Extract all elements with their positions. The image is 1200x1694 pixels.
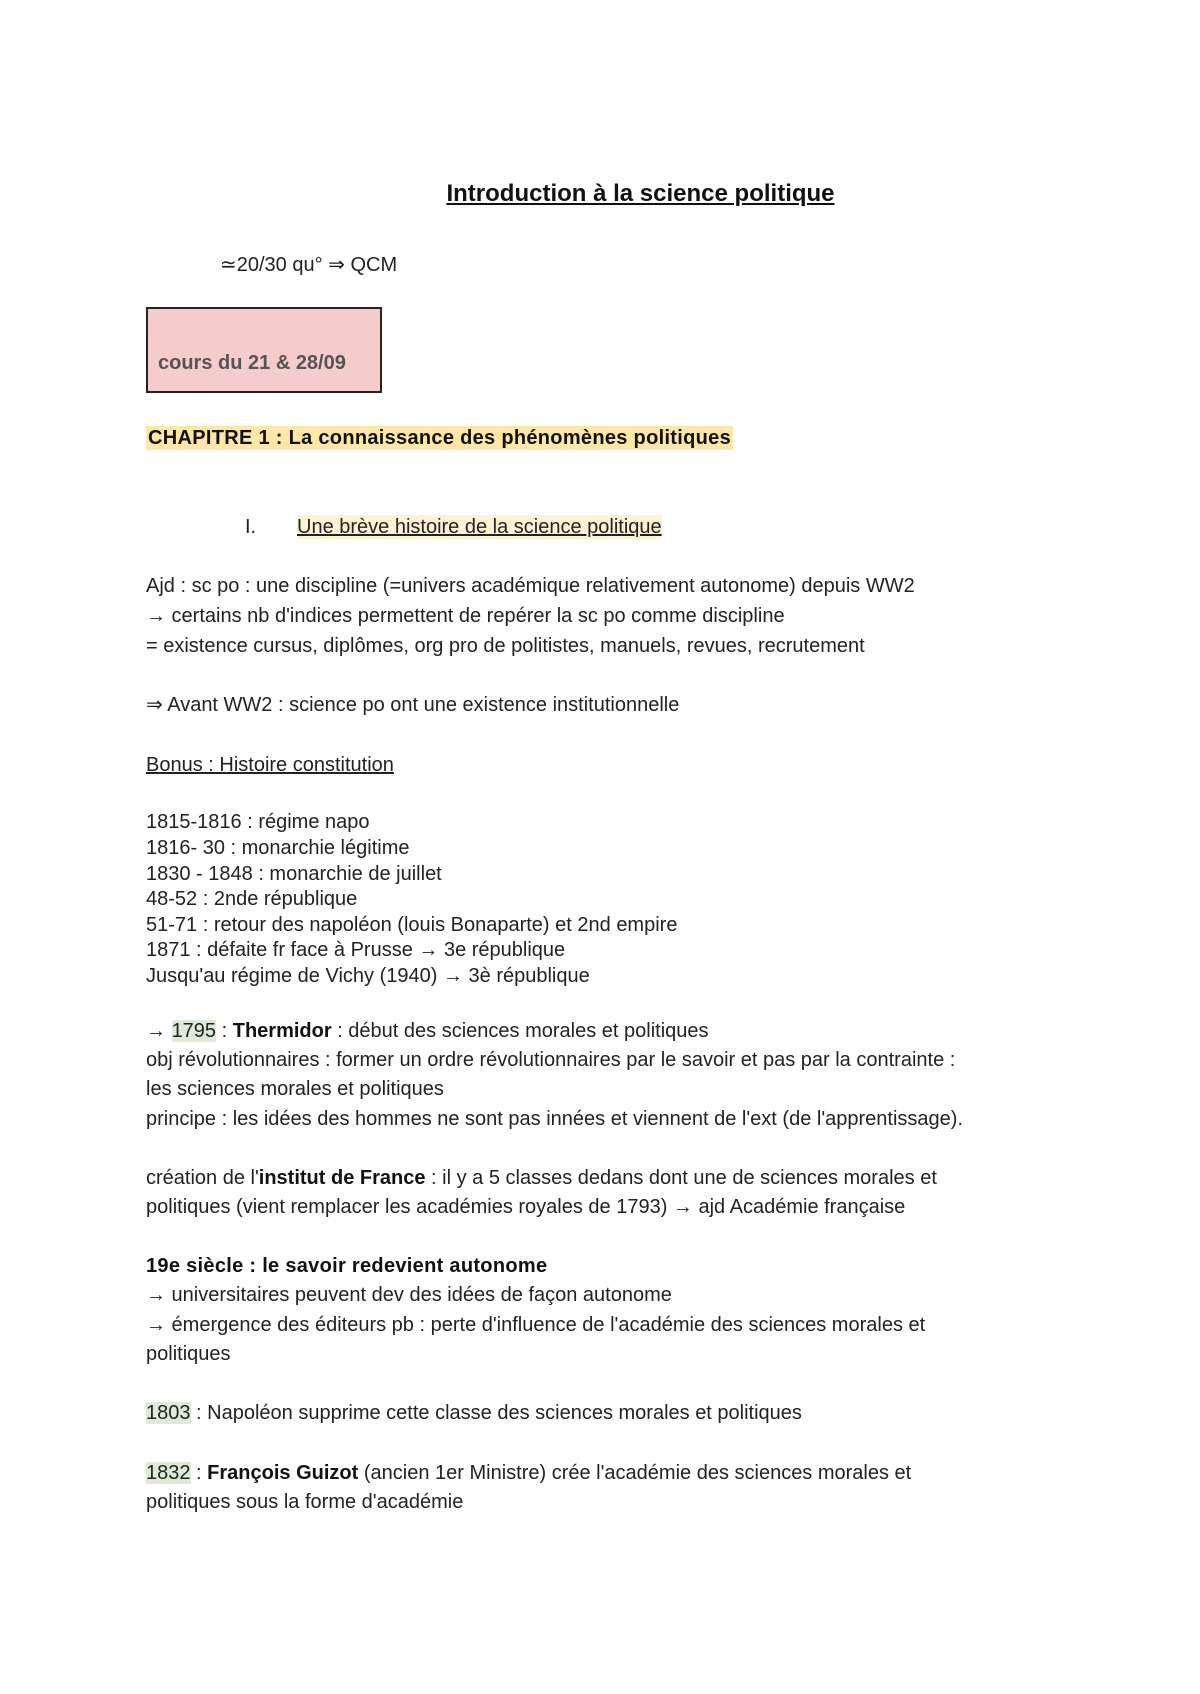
paragraph-line: → certains nb d'indices permettent de repérer la sc po comme discipline [146, 605, 785, 627]
timeline-item: 1816- 30 : monarchie légitime [146, 837, 410, 859]
paragraph-line: = existence cursus, diplômes, org pro de politistes, manuels, revues, recrutement [146, 635, 865, 657]
paragraph-line: politiques sous la forme d'académie [146, 1491, 464, 1513]
year-highlight: 1795 [171, 1020, 217, 1042]
paragraph-line: → émergence des éditeurs pb : perte d'influence de l'académie des sciences morales et [146, 1314, 926, 1336]
bonus-heading: Bonus : Histoire constitution [146, 754, 394, 776]
napoleon-line [146, 1401, 802, 1425]
thermidor-line [146, 1019, 709, 1043]
bold-term: Thermidor [232, 1020, 332, 1042]
chapter-heading: CHAPITRE 1 : La connaissance des phénomènes politiques [148, 427, 731, 449]
paragraph-line: politiques [146, 1343, 231, 1365]
line-rest: : il y a 5 classes dedans dont une de sciences morales et [425, 1167, 937, 1189]
year-highlight: 1832 [146, 1462, 191, 1484]
paragraph-line: politiques (vient remplacer les académies royales de 1793) → ajd Académie française [146, 1196, 906, 1218]
exam-note: ≃20/30 qu° ⇒ QCM [220, 254, 398, 276]
line-prefix: création de l' [146, 1167, 259, 1189]
course-date-label: cours du 21 & 28/09 [158, 352, 346, 374]
timeline-item: Jusqu'au régime de Vichy (1940) → 3è république [146, 965, 590, 987]
section-number: I. [245, 516, 257, 538]
guizot-line [146, 1461, 911, 1485]
arrow-text: → [146, 1020, 172, 1042]
separator-text: : [216, 1020, 233, 1042]
bold-term: institut de France [258, 1167, 426, 1189]
paragraph-line: les sciences morales et politiques [146, 1078, 444, 1100]
year-highlight: 1803 [146, 1402, 191, 1424]
separator-text: : [190, 1462, 208, 1484]
timeline-item: 1830 - 1848 : monarchie de juillet [146, 863, 442, 885]
line-rest: : Napoléon supprime cette classe des sciences morales et politiques [190, 1402, 802, 1424]
timeline-item: 51-71 : retour des napoléon (louis Bonaparte) et 2nd empire [146, 914, 678, 936]
timeline-item: 48-52 : 2nde république [146, 888, 358, 910]
paragraph-line: principe : les idées des hommes ne sont pas innées et viennent de l'ext (de l'apprentissage). [146, 1108, 964, 1130]
paragraph-line: Ajd : sc po : une discipline (=univers académique relativement autonome) depuis WW2 [146, 575, 915, 597]
paragraph-line: obj révolutionnaires : former un ordre révolutionnaires par le savoir et pas par la contrainte : [146, 1049, 956, 1071]
line-rest: : début des sciences morales et politiques [331, 1020, 709, 1042]
institut-line [146, 1166, 937, 1190]
line-rest: (ancien 1er Ministre) crée l'académie des sciences morales et [358, 1462, 912, 1484]
section-title: Une brève histoire de la science politique [297, 516, 662, 538]
paragraph-line: ⇒ Avant WW2 : science po ont une existence institutionnelle [146, 694, 680, 716]
timeline-item: 1815-1816 : régime napo [146, 811, 370, 833]
course-date-box [146, 307, 382, 393]
document-title: Introduction à la science politique [446, 180, 835, 207]
paragraph-line: → universitaires peuvent dev des idées de façon autonome [146, 1284, 672, 1306]
century-heading: 19e siècle : le savoir redevient autonome [146, 1255, 548, 1277]
timeline-item: 1871 : défaite fr face à Prusse → 3e république [146, 939, 566, 961]
bold-term: François Guizot [207, 1462, 359, 1484]
